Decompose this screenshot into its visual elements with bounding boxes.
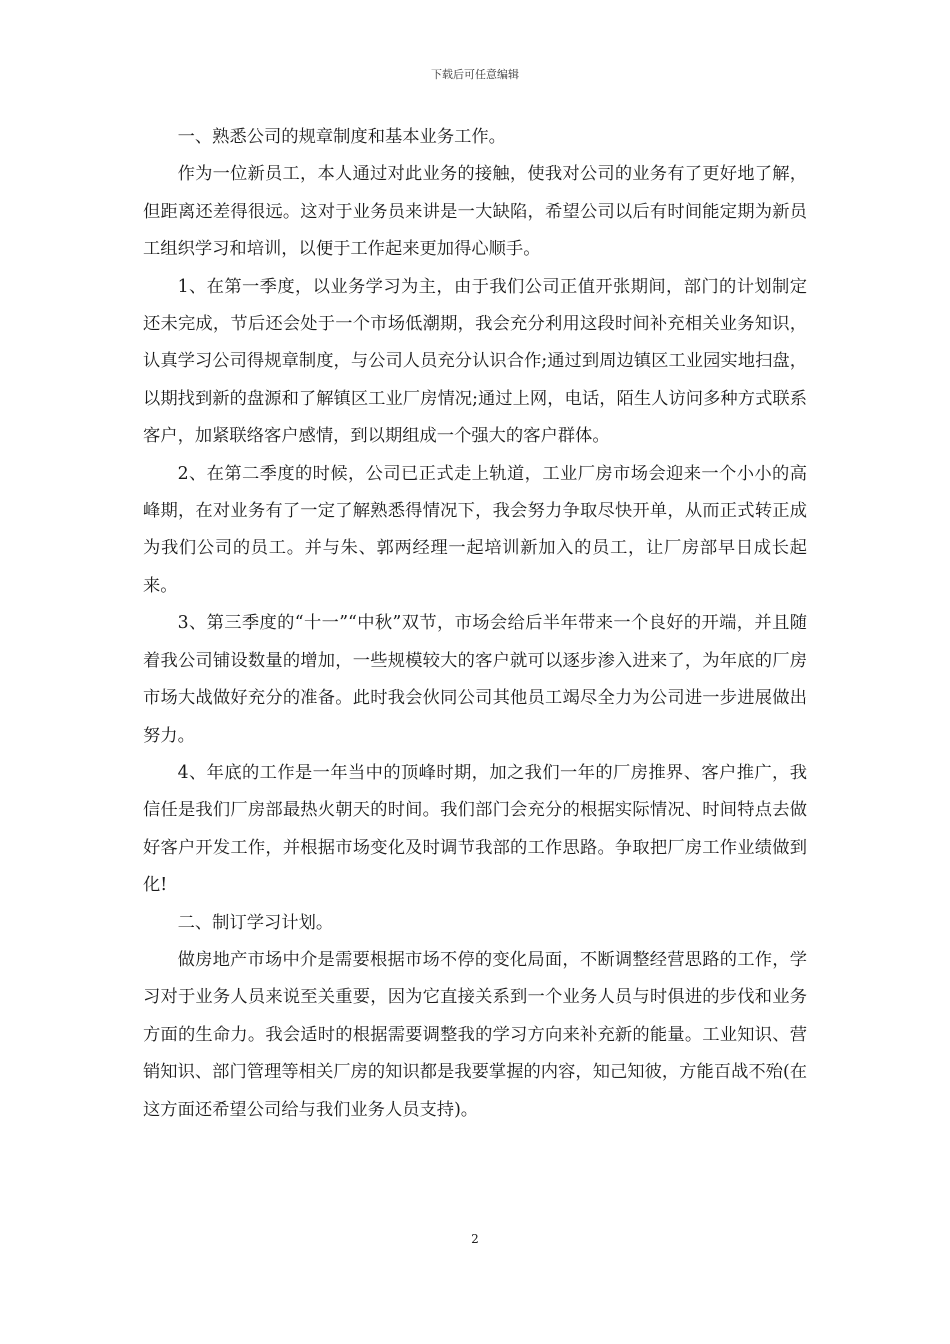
page-header: 下载后可任意编辑 (431, 68, 519, 81)
page-number: 2 (471, 1232, 479, 1246)
paragraph-q3: 3、第三季度的“十一”“中秋”双节，市场会给后半年带来一个良好的开端，并且随着我公司铺设数量的增加，一些规模较大的客户就可以逐步渗入进来了，为年底的厂房市场大战做好充分的准备。此时我会伙同公司其他员工竭尽全力为公司进一步进展做出努力。 (143, 613, 807, 746)
paragraph-study-plan: 做房地产市场中介是需要根据市场不停的变化局面，不断调整经营思路的工作，学习对于业务人员来说至关重要，因为它直接关系到一个业务人员与时俱进的步伐和业务方面的生命力。我会适时的根据需要调整我的学习方向来补充新的能量。工业知识、营销知识、部门管理等相关厂房的知识都是我要掌握的内容，知己知彼，方能百战不殆(在这方面还希望公司给与我们业务人员支持)。 (143, 949, 807, 1120)
paragraph-q2: 2、在第二季度的时候，公司已正式走上轨道，工业厂房市场会迎来一个小小的高峰期，在对业务有了一定了解熟悉得情况下，我会努力争取尽快开单，从而正式转正成为我们公司的员工。并与朱、郭两经理一起培训新加入的员工，让厂房部早日成长起来。 (143, 463, 807, 596)
paragraph-intro: 作为一位新员工，本人通过对此业务的接触，使我对公司的业务有了更好地了解，但距离还差得很远。这对于业务员来讲是一大缺陷，希望公司以后有时间能定期为新员工组织学习和培训，以便于工作起来更加得心顺手。 (143, 164, 807, 260)
paragraph-q4: 4、年底的工作是一年当中的顶峰时期，加之我们一年的厂房推界、客户推广，我信任是我们厂房部最热火朝天的时间。我们部门会充分的根据实际情况、时间特点去做好客户开发工作，并根据市场变化及时调节我部的工作思路。争取把厂房工作业绩做到化! (143, 762, 807, 896)
paragraph-q1: 1、在第一季度，以业务学习为主，由于我们公司正值开张期间，部门的计划制定还未完成，节后还会处于一个市场低潮期，我会充分利用这段时间补充相关业务知识，认真学习公司得规章制度，与公司人员充分认识合作;通过到周边镇区工业园实地扫盘，以期找到新的盘源和了解镇区工业厂房情况;通过上网，电话，陌生人访问多种方式联系客户，加紧联络客户感情，到以期组成一个强大的客户群体。 (143, 276, 807, 447)
section-heading-1: 一、熟悉公司的规章制度和基本业务工作。 (177, 127, 506, 147)
section-heading-2: 二、制订学习计划。 (177, 912, 334, 933)
document-body (143, 119, 807, 1129)
